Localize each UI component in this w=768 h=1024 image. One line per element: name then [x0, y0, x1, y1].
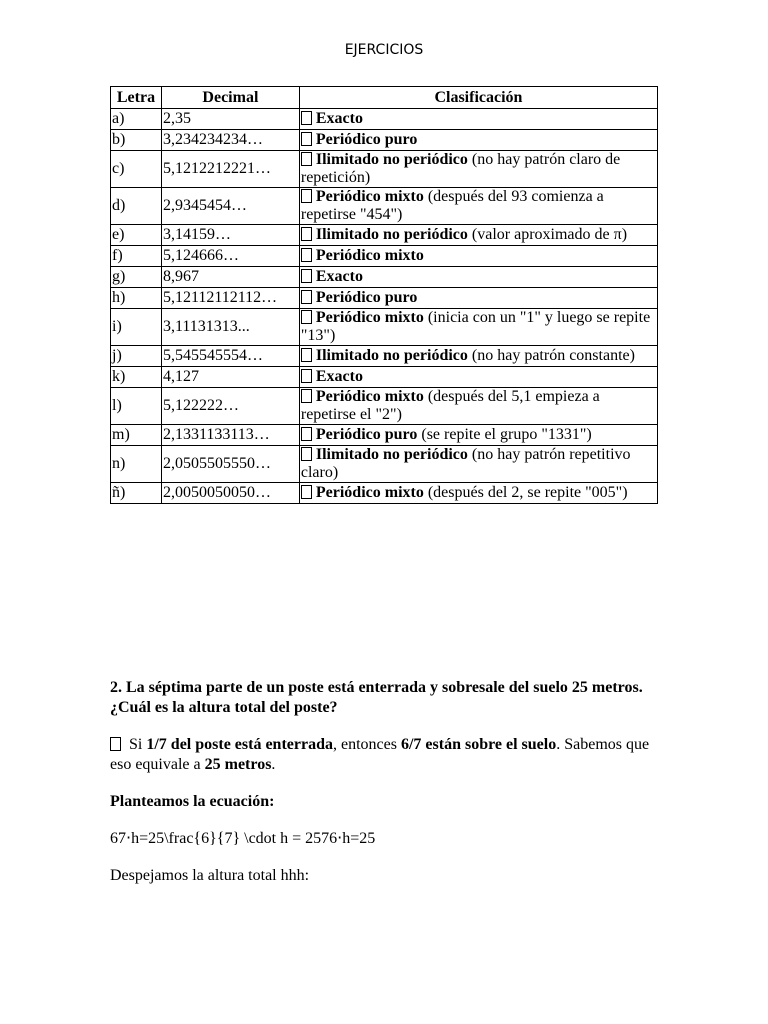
table-row	[111, 188, 658, 225]
cell-letter: l)	[111, 388, 162, 425]
table-row	[111, 388, 658, 425]
bullet-box-icon	[301, 427, 312, 441]
classification-note: (no hay patrón repetitivo claro)	[300, 446, 631, 481]
table-row	[111, 346, 658, 367]
table-row	[111, 309, 658, 346]
p1-text-e: . Sabemos que eso equivale a	[110, 736, 650, 773]
p1-text-b: 1/7 del poste está enterrada	[146, 736, 333, 753]
final-line: Despejamos la altura total hhh:	[110, 867, 310, 884]
cell-letter: n)	[111, 446, 162, 483]
classification-label: Periódico mixto	[315, 388, 424, 405]
cell-letter: h)	[111, 288, 162, 309]
cell-classification	[299, 267, 657, 288]
cell-decimal: 5,545545554…	[161, 346, 299, 367]
cell-decimal: 2,0050050050…	[161, 483, 299, 504]
cell-classification	[299, 446, 657, 483]
p1-text-a: Si	[125, 736, 147, 753]
cell-classification	[299, 225, 657, 246]
page-title: EJERCICIOS	[344, 42, 424, 58]
equation-heading: Planteamos la ecuación:	[110, 793, 275, 810]
table-row	[111, 151, 658, 188]
cell-classification	[299, 246, 657, 267]
classification-note: (después del 5,1 empieza a repetirse el "2")	[300, 388, 600, 423]
cell-classification	[299, 388, 657, 425]
table-row	[111, 267, 658, 288]
equation-text: 67⋅h=25\frac{6}{7} \cdot h = 2576⋅h=25	[110, 830, 376, 847]
cell-classification	[299, 346, 657, 367]
bullet-box-icon	[301, 290, 312, 304]
classification-label: Periódico puro	[315, 426, 418, 443]
p1-text-g: .	[271, 756, 276, 773]
classification-label: Ilimitado no periódico	[315, 226, 468, 243]
cell-classification	[299, 130, 657, 151]
cell-letter: e)	[111, 225, 162, 246]
table-row	[111, 130, 658, 151]
cell-classification	[299, 483, 657, 504]
bullet-box-icon	[301, 132, 312, 146]
p1-text-c: , entonces	[332, 736, 401, 753]
cell-letter: j)	[111, 346, 162, 367]
table-row	[111, 109, 658, 130]
classification-label: Periódico mixto	[315, 247, 424, 264]
problem-statement-text: 2. La séptima parte de un poste está enterrada y sobresale del suelo 25 metros. ¿Cuál es la altura total del poste?	[110, 679, 643, 716]
cell-letter: d)	[111, 188, 162, 225]
cell-classification	[299, 367, 657, 388]
classification-note: (no hay patrón constante)	[467, 347, 635, 364]
cell-decimal: 8,967	[161, 267, 299, 288]
classification-note: (inicia con un "1" y luego se repite "13")	[300, 309, 651, 344]
cell-letter: g)	[111, 267, 162, 288]
cell-letter: m)	[111, 425, 162, 446]
table-row	[111, 446, 658, 483]
cell-decimal: 5,122222…	[161, 388, 299, 425]
table-row	[111, 425, 658, 446]
bullet-box-icon	[301, 248, 312, 262]
classification-table	[110, 86, 658, 504]
cell-classification	[299, 188, 657, 225]
bullet-box-icon	[301, 348, 312, 362]
table-row	[111, 367, 658, 388]
p1-text-d: 6/7 están sobre el suelo	[400, 736, 557, 753]
classification-label: Ilimitado no periódico	[315, 347, 468, 364]
cell-classification	[299, 151, 657, 188]
bullet-box-icon	[301, 310, 312, 324]
bullet-box-icon	[301, 389, 312, 403]
classification-note: (no hay patrón claro de repetición)	[300, 151, 621, 186]
bullet-box-icon	[301, 485, 312, 499]
bullet-box-icon	[301, 369, 312, 383]
classification-label: Periódico mixto	[315, 309, 424, 326]
cell-decimal: 5,1212212221…	[161, 151, 299, 188]
cell-decimal: 2,9345454…	[161, 188, 299, 225]
reasoning-paragraph	[110, 735, 658, 775]
classification-note: (valor aproximado de π)	[467, 226, 628, 243]
problem-statement	[110, 678, 658, 718]
cell-classification	[299, 288, 657, 309]
cell-classification	[299, 109, 657, 130]
classification-label: Periódico mixto	[315, 188, 424, 205]
table-row	[111, 225, 658, 246]
classification-note: (después del 2, se repite "005")	[423, 484, 628, 501]
cell-decimal: 3,234234234…	[161, 130, 299, 151]
cell-decimal: 4,127	[161, 367, 299, 388]
bullet-box-icon	[301, 111, 312, 125]
classification-label: Exacto	[315, 110, 363, 127]
cell-letter: c)	[111, 151, 162, 188]
cell-letter: f)	[111, 246, 162, 267]
cell-letter: b)	[111, 130, 162, 151]
p1-text-f: 25 metros	[204, 756, 272, 773]
bullet-box-icon	[110, 737, 121, 751]
cell-letter: a)	[111, 109, 162, 130]
cell-decimal: 2,0505505550…	[161, 446, 299, 483]
cell-decimal: 3,11131313...	[161, 309, 299, 346]
table-row	[111, 483, 658, 504]
cell-letter: ñ)	[111, 483, 162, 504]
cell-letter: i)	[111, 309, 162, 346]
cell-decimal: 5,12112112112…	[161, 288, 299, 309]
table-header-row	[111, 87, 658, 109]
header-decimal: Decimal	[161, 87, 299, 109]
classification-label: Ilimitado no periódico	[315, 446, 468, 463]
bullet-box-icon	[301, 447, 312, 461]
bullet-box-icon	[301, 227, 312, 241]
classification-label: Ilimitado no periódico	[315, 151, 468, 168]
table-row	[111, 246, 658, 267]
bullet-box-icon	[301, 152, 312, 166]
cell-classification	[299, 309, 657, 346]
table-row	[111, 288, 658, 309]
bullet-box-icon	[301, 189, 312, 203]
classification-note: (después del 93 comienza a repetirse "454")	[300, 188, 604, 223]
cell-classification	[299, 425, 657, 446]
classification-label: Periódico puro	[315, 131, 418, 148]
table-body	[111, 109, 658, 504]
header-letra: Letra	[111, 87, 162, 109]
classification-label: Exacto	[315, 368, 363, 385]
header-clasificacion: Clasificación	[299, 87, 657, 109]
classification-note: (se repite el grupo "1331")	[417, 426, 592, 443]
classification-label: Periódico puro	[315, 289, 418, 306]
bullet-box-icon	[301, 269, 312, 283]
cell-decimal: 2,1331133113…	[161, 425, 299, 446]
cell-decimal: 2,35	[161, 109, 299, 130]
cell-letter: k)	[111, 367, 162, 388]
classification-label: Periódico mixto	[315, 484, 424, 501]
cell-decimal: 5,124666…	[161, 246, 299, 267]
cell-decimal: 3,14159…	[161, 225, 299, 246]
classification-label: Exacto	[315, 268, 363, 285]
